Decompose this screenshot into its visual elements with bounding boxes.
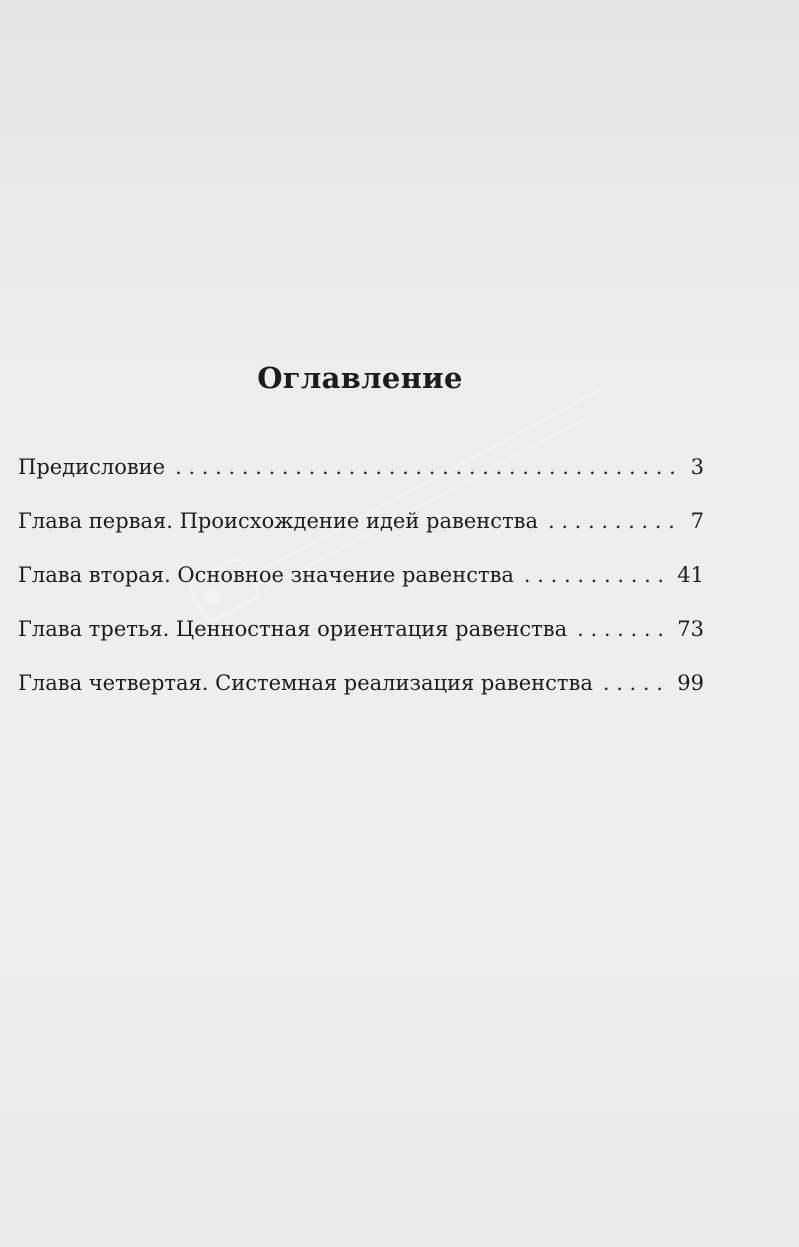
dot-leader: [603, 671, 669, 695]
toc-entry-chapter-3[interactable]: [18, 617, 704, 671]
toc-entry-label: Глава вторая. Основное значение равенства: [18, 563, 514, 587]
page-title: Оглавление: [257, 361, 463, 396]
toc-page-number: 99: [677, 671, 704, 695]
toc-page-number: 3: [690, 455, 704, 479]
toc-entry-chapter-4[interactable]: [18, 671, 704, 725]
toc-entry-label: Глава третья. Ценностная ориентация равенства: [18, 617, 568, 641]
toc-entry-chapter-1[interactable]: [18, 509, 704, 563]
toc-entry-label: Глава первая. Происхождение идей равенства: [18, 509, 538, 533]
toc-entry-label: Предисловие: [18, 455, 166, 479]
toc-entry-chapter-2[interactable]: [18, 563, 704, 617]
toc-page-number: 73: [677, 617, 704, 641]
toc-page-number: 7: [690, 509, 704, 533]
dot-leader: [577, 617, 669, 641]
dot-leader: [524, 563, 669, 587]
toc-entry-label: Глава четвертая. Системная реализация равенства: [18, 671, 593, 695]
toc-page-number: 41: [677, 563, 704, 587]
dot-leader: [548, 509, 683, 533]
dot-leader: [175, 455, 683, 479]
toc-entry-preface[interactable]: [18, 455, 704, 509]
table-of-contents: [18, 455, 704, 725]
